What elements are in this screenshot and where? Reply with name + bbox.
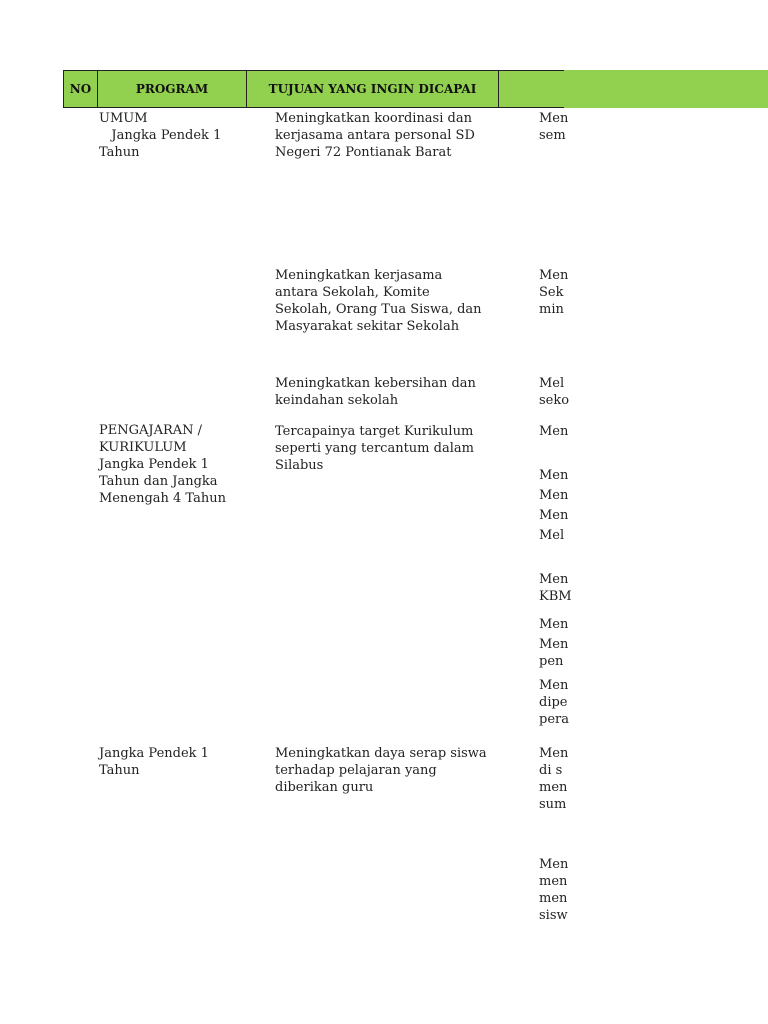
action-text: Men: [539, 508, 569, 523]
action-text: Men sem: [539, 111, 569, 143]
goal-daya-serap: Meningkatkan daya serap siswa terhadap pelajaran yang diberikan guru: [275, 746, 487, 795]
action-text: Men: [539, 488, 569, 503]
program-umum-title: UMUM: [99, 111, 148, 126]
table-header: [63, 70, 564, 108]
action-text: Mel: [539, 528, 565, 543]
action-text: Men: [539, 424, 569, 439]
action-text: Men men men sisw: [539, 857, 569, 923]
goal-koordinasi: Meningkatkan koordinasi dan kerjasama antara personal SD Negeri 72 Pontianak Barat: [275, 111, 475, 160]
goal-kurikulum: Tercapainya target Kurikulum seperti yang tercantum dalam Silabus: [275, 424, 474, 473]
header-next-column: [499, 71, 565, 108]
action-text: Men Sek min: [539, 268, 569, 317]
program-umum-term: Jangka Pendek 1: [99, 128, 222, 143]
action-text: Men pen: [539, 637, 569, 669]
action-text: Men di s men sum: [539, 746, 569, 812]
action-text: Men KBM: [539, 572, 572, 604]
program-jangka-pendek: Jangka Pendek 1 Tahun: [99, 746, 209, 778]
header-no: NO: [64, 71, 98, 108]
action-text: Men: [539, 617, 569, 632]
goal-kebersihan: Meningkatkan kebersihan dan keindahan sekolah: [275, 376, 476, 408]
program-umum-term-cont: Tahun: [99, 145, 140, 160]
action-text: Men dipe perа: [539, 678, 569, 727]
header-band: [563, 70, 768, 108]
header-program: PROGRAM: [98, 71, 247, 108]
action-text: Men: [539, 468, 569, 483]
action-text: Mel seko: [539, 376, 570, 408]
goal-kerjasama: Meningkatkan kerjasama antara Sekolah, Komite Sekolah, Orang Tua Siswa, dan Masyarakat sekitar Sekolah: [275, 268, 482, 334]
header-goal: TUJUAN YANG INGIN DICAPAI: [247, 71, 499, 108]
program-pengajaran: PENGAJARAN / KURIKULUM Jangka Pendek 1 Tahun dan Jangka Menengah 4 Tahun: [99, 423, 226, 506]
